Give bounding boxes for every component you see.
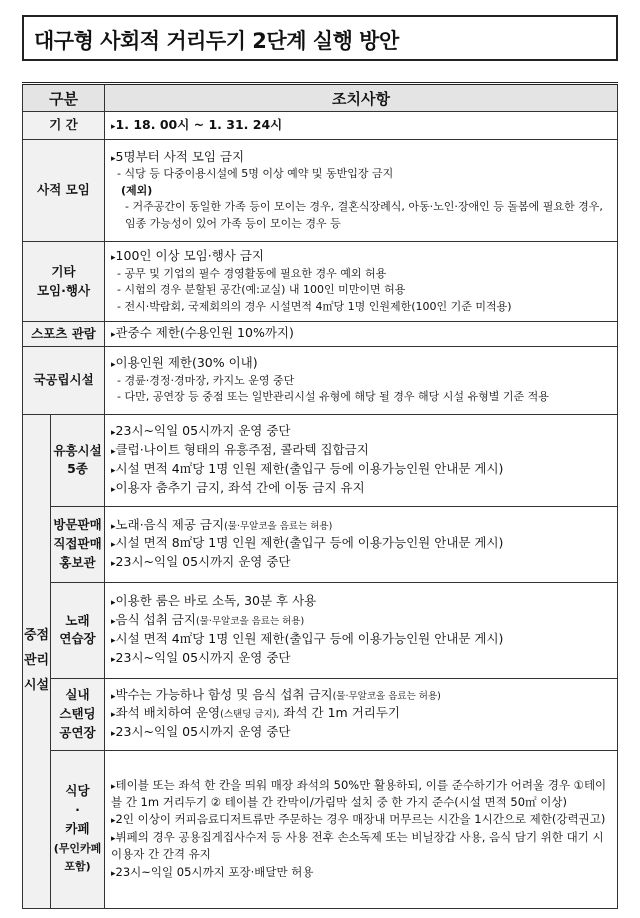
row-label-national: 국공립시설 bbox=[23, 346, 105, 414]
measures-table bbox=[22, 82, 618, 909]
karaoke-b4: ▸ 23시~익일 05시까지 운영 중단 bbox=[111, 649, 611, 668]
karaoke-content bbox=[105, 582, 618, 678]
ent-b1: ▸ 23시~익일 05시까지 운영 중단 bbox=[111, 422, 611, 441]
sub-label-entertainment bbox=[51, 414, 105, 506]
private-d1: - 식당 등 다중이용시설에 5명 이상 예약 및 동반입장 금지 bbox=[117, 167, 394, 181]
sales-b1: 노래·음식 제공 금지 bbox=[115, 516, 225, 532]
events-d3: - 전시·박람회, 국제회의의 경우 시설면적 4㎡당 1명 인원제한(100인 기준 미적용) bbox=[117, 299, 512, 313]
focus-group-1: 중점 bbox=[23, 628, 50, 644]
karaoke-b3: ▸ 시설 면적 4㎡당 1명 인원 제한(출입구 등에 이용가능인원 안내문 게시) bbox=[111, 630, 611, 649]
ent-label-2: 5종 bbox=[67, 461, 88, 477]
sub-label-sales bbox=[51, 506, 105, 582]
sub-label-karaoke bbox=[51, 582, 105, 678]
national-b1: ▸ 이용인원 제한(30% 이내) bbox=[111, 354, 611, 373]
standing-content bbox=[105, 678, 618, 750]
rest-label-1: 식당 bbox=[65, 783, 90, 799]
header-measures: 조치사항 bbox=[105, 84, 618, 112]
ent-b2: ▸ 클럽·나이트 형태의 유흥주점, 콜라텍 집합금지 bbox=[111, 441, 611, 460]
standing-label-1: 실내 bbox=[65, 687, 90, 703]
sports-b1: ▸ 관중수 제한(수용인원 10%까지) bbox=[111, 324, 611, 343]
events-label-2: 모임·행사 bbox=[36, 282, 91, 298]
focus-group-2: 관리 bbox=[23, 652, 50, 668]
restaurant-content bbox=[105, 750, 618, 908]
sales-label-2: 직접판매 bbox=[53, 535, 102, 551]
private-n1: - 거주공간이 동일한 가족 등이 모이는 경우, 결혼식장례식, 아동·노인·장애인 등 돌봄에 필요한 경우, 임종 가능성이 있어 가족 등이 모이는 경우 등 bbox=[125, 200, 603, 230]
ent-b3: ▸ 시설 면적 4㎡당 1명 인원 제한(출입구 등에 이용가능인원 안내문 게시) bbox=[111, 460, 611, 479]
karaoke-label-2: 연습장 bbox=[59, 631, 96, 647]
title-box bbox=[22, 15, 618, 61]
rest-label-4: (무인카페 bbox=[53, 841, 102, 855]
ent-label-1: 유흥시설 bbox=[53, 442, 102, 458]
sub-label-restaurant bbox=[51, 750, 105, 908]
events-d2: - 시험의 경우 분할된 공간(예:교실) 내 100인 미만이면 허용 bbox=[117, 283, 406, 297]
sports-content bbox=[105, 322, 618, 347]
rest-b2: ▸ 2인 이상이 커피음료디저트류만 주문하는 경우 매장내 머무르는 시간을 1시간으로 제한(강력권고) bbox=[111, 811, 611, 829]
events-b1: ▸ 100인 이상 모임·행사 금지 bbox=[111, 247, 611, 266]
events-label-1: 기타 bbox=[51, 264, 76, 280]
rest-b4: ▸ 23시~익일 05시까지 포장·배달만 허용 bbox=[111, 864, 611, 882]
karaoke-b2-note: (물·무알코올 음료는 허용) bbox=[195, 616, 305, 627]
standing-b2-tail: 좌석 간 1m 거리두기 bbox=[279, 705, 401, 721]
standing-b2-note: (스탠딩 금지), bbox=[220, 709, 280, 721]
entertainment-content bbox=[105, 414, 618, 506]
private-b1: ▸ 5명부터 사적 모임 금지 bbox=[111, 148, 611, 167]
sales-content bbox=[105, 506, 618, 582]
focus-group-label bbox=[23, 414, 51, 908]
sales-label-1: 방문판매 bbox=[53, 517, 102, 533]
karaoke-b2: 음식 섭취 금지 bbox=[115, 612, 196, 627]
standing-b1: 박수는 가능하나 함성 및 음식 섭취 금지 bbox=[115, 686, 333, 702]
standing-b1-note: (물·무알코올 음료는 허용) bbox=[332, 690, 441, 702]
private-exception: (제외) bbox=[121, 183, 153, 197]
private-content bbox=[105, 140, 618, 242]
rest-label-3: 카페 bbox=[65, 820, 90, 836]
ent-b4: ▸ 이용자 춤추기 금지, 좌석 간에 이동 금지 유지 bbox=[111, 479, 611, 498]
row-label-sports: 스포츠 관람 bbox=[23, 322, 105, 347]
standing-b3: ▸ 23시~익일 05시까지 운영 중단 bbox=[111, 723, 611, 742]
sales-b2: ▸ 시설 면적 8㎡당 1명 인원 제한(출입구 등에 이용가능인원 안내문 게시) bbox=[111, 534, 611, 553]
page-title: 대구형 사회적 거리두기 2단계 실행 방안 bbox=[34, 29, 399, 53]
standing-label-3: 공연장 bbox=[59, 724, 96, 740]
sales-label-3: 홍보관 bbox=[59, 554, 96, 570]
period-text: ▸ 1. 18. 00시 ~ 1. 31. 24시 bbox=[111, 116, 611, 135]
row-label-period: 기 간 bbox=[23, 112, 105, 140]
header-category: 구분 bbox=[23, 84, 105, 112]
events-d1: - 공무 및 기업의 필수 경영활동에 필요한 경우 예외 허용 bbox=[117, 266, 387, 280]
sub-label-standing bbox=[51, 678, 105, 750]
rest-b3: ▸ 뷔페의 경우 공용집게집사수저 등 사용 전후 손소독제 또는 비닐장갑 사용, 음식 담기 위한 대기 시 이용자 간 간격 유지 bbox=[111, 829, 611, 864]
row-label-events bbox=[23, 242, 105, 322]
standing-b2: 좌석 배치하여 운영 bbox=[115, 705, 221, 721]
national-d2: - 다만, 공연장 등 중점 또는 일반관리시설 유형에 해당 될 경우 해당 시설 유형별 기준 적용 bbox=[117, 390, 549, 404]
karaoke-b1: ▸ 이용한 룸은 바로 소독, 30분 후 사용 bbox=[111, 592, 611, 611]
sales-b3: ▸ 23시~익일 05시까지 운영 중단 bbox=[111, 553, 611, 572]
rest-label-2: · bbox=[75, 802, 80, 818]
period-content bbox=[105, 112, 618, 140]
rest-label-5: 포함) bbox=[64, 860, 91, 874]
national-d1: - 경륜·경정·경마장, 카지노 운영 중단 bbox=[117, 373, 295, 387]
events-content bbox=[105, 242, 618, 322]
row-label-private: 사적 모임 bbox=[23, 140, 105, 242]
national-content bbox=[105, 346, 618, 414]
rest-b1: ▸ 테이블 또는 좌석 한 칸을 띄워 매장 좌석의 50%만 활용하되, 이를 준수하기가 어려울 경우 ①테이블 간 1m 거리두기 ② 테이블 간 칸막이/가림막 설치 중 한 가지 준수(시설 면적 50㎡ 이상) bbox=[111, 777, 611, 812]
standing-label-2: 스탠딩 bbox=[59, 705, 96, 721]
sales-b1-note: (물·무알코올 음료는 허용) bbox=[224, 520, 333, 532]
karaoke-label-1: 노래 bbox=[65, 612, 90, 628]
focus-group-3: 시설 bbox=[23, 677, 50, 693]
